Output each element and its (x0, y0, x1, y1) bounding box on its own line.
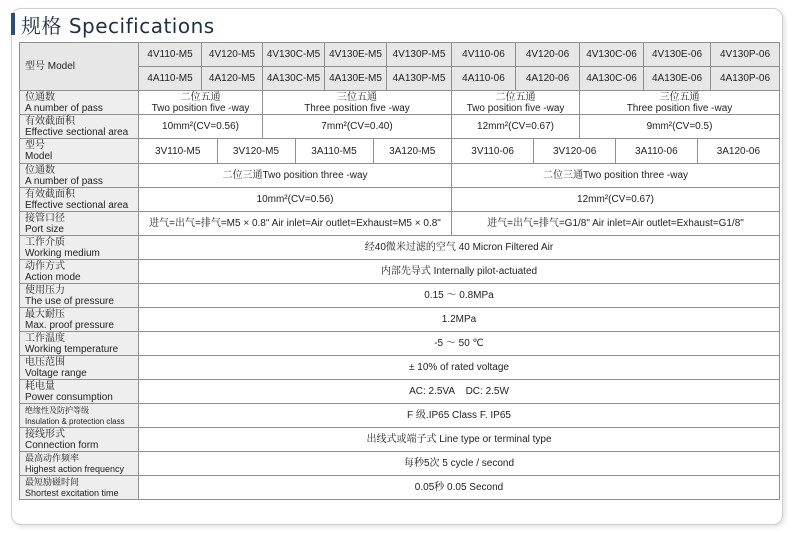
label-en: Max. proof pressure (25, 319, 114, 331)
pass-cell (139, 91, 263, 115)
model-cell: 4A130E-06 (644, 67, 711, 91)
area-cell: 10mm²(CV=0.56) (139, 115, 263, 139)
label-en: Power consumption (25, 391, 113, 403)
model-cell: 4A110-06 (452, 67, 516, 91)
area-cell: 7mm²(CV=0.40) (263, 115, 452, 139)
voltage-label (20, 356, 139, 380)
label-zh: 位通数 (25, 91, 55, 103)
table-row (20, 332, 780, 356)
model-cell: 4A130P-M5 (387, 67, 452, 91)
table-row (20, 452, 780, 476)
pass-en: Two position five -way (151, 102, 250, 114)
model-cell: 4V120-06 (516, 43, 580, 67)
label-en: Port size (25, 223, 64, 235)
table-row (20, 356, 780, 380)
specifications-table (19, 42, 780, 500)
table-row (20, 139, 780, 164)
table-row (20, 380, 780, 404)
label-en: Working medium (25, 247, 100, 259)
temp-label (20, 332, 139, 356)
pass-zh: 二位五通 (180, 91, 221, 103)
label-zh: 耗电量 (25, 380, 55, 392)
model2-group (139, 139, 452, 164)
area-cell: 9mm²(CV=0.5) (580, 115, 780, 139)
model-cell: 4A130C-06 (580, 67, 644, 91)
area2-cell: 10mm²(CV=0.56) (139, 188, 452, 212)
model-cell: 4V130C-M5 (263, 43, 325, 67)
proof-value: 1.2MPa (139, 308, 780, 332)
model-cell: 4V130C-06 (580, 43, 644, 67)
label-en: Model (25, 151, 53, 162)
model2-cell: 3V120-06 (534, 139, 616, 163)
table-row (20, 91, 780, 115)
port-cell: 进气=出气=排气=M5 × 0.8" Air inlet=Air outlet=Exhaust=M5 × 0.8" (139, 212, 452, 236)
pass-zh: 三位五通 (659, 91, 700, 103)
pass2-cell: 二位三通Two position three -way (452, 164, 780, 188)
medium-value: 经40微米过滤的空气 40 Micron Filtered Air (139, 236, 780, 260)
label-zh: 电压范围 (25, 356, 65, 368)
proof-label (20, 308, 139, 332)
model-cell: 4A120-M5 (202, 67, 263, 91)
table-row (20, 164, 780, 188)
table-row (20, 260, 780, 284)
model2-group (452, 139, 780, 164)
action-label (20, 260, 139, 284)
pass-label (20, 91, 139, 115)
table-row (20, 284, 780, 308)
table-row (20, 236, 780, 260)
model2-cell: 3A120-06 (697, 139, 779, 163)
label-en: Voltage range (25, 367, 87, 379)
model-cell: 4V130E-M5 (325, 43, 387, 67)
pass-en: Three position five -way (304, 102, 410, 114)
label-zh: 有效截面积 (25, 188, 75, 200)
label-en: The use of pressure (25, 295, 114, 307)
area-cell: 12mm²(CV=0.67) (452, 115, 580, 139)
model-cell: 4V120-M5 (202, 43, 263, 67)
model-cell: 4V130E-06 (644, 43, 711, 67)
pass-cell (263, 91, 452, 115)
pass2-label (20, 164, 139, 188)
spec-heading (11, 8, 215, 40)
label-en: A number of pass (25, 175, 103, 187)
label-zh: 工作温度 (25, 332, 65, 344)
label-zh: 最大耐压 (25, 308, 65, 320)
frequency-value: 每秒5次 5 cycle / second (139, 452, 780, 476)
label-en: Effective sectional area (25, 126, 129, 138)
model-cell: 4A130P-06 (711, 67, 780, 91)
frequency-label (20, 452, 139, 476)
label-en: Insulation & protection class (25, 416, 125, 426)
model2-cell: 3A110-M5 (295, 139, 373, 163)
table-row (20, 476, 780, 500)
table-row (20, 308, 780, 332)
excitation-value: 0.05秒 0.05 Second (139, 476, 780, 500)
table-row (20, 404, 780, 428)
model-cell: 4A130E-M5 (325, 67, 387, 91)
insulation-label (20, 404, 139, 428)
model2-cell: 3A110-06 (616, 139, 698, 163)
label-zh: 最高动作频率 (25, 452, 80, 463)
insulation-value: F 级.IP65 Class F. IP65 (139, 404, 780, 428)
power-value: AC: 2.5VA DC: 2.5W (139, 380, 780, 404)
table-row (20, 115, 780, 139)
label-en: Action mode (25, 271, 81, 283)
table-row (20, 428, 780, 452)
label-zh: 工作介质 (25, 236, 65, 248)
area2-cell: 12mm²(CV=0.67) (452, 188, 780, 212)
connection-value: 出线式或端子式 Line type or terminal type (139, 428, 780, 452)
table-row (20, 43, 780, 67)
model2-label (20, 139, 139, 164)
label-zh: 接线形式 (25, 428, 65, 440)
model-cell: 4A130C-M5 (263, 67, 325, 91)
port-cell: 进气=出气=排气=G1/8" Air inlet=Air outlet=Exhaust=G1/8" (452, 212, 780, 236)
label-zh: 有效截面积 (25, 115, 75, 127)
voltage-value: ± 10% of rated voltage (139, 356, 780, 380)
pass-en: Two position five -way (466, 102, 565, 114)
page-title: 规格 Specifications (21, 13, 215, 38)
table-row (20, 188, 780, 212)
model-cell: 4V110-M5 (139, 43, 202, 67)
pass-cell (580, 91, 780, 115)
label-zh: 最短励磁时间 (25, 476, 80, 487)
label-en: Effective sectional area (25, 199, 129, 211)
model-cell: 4V130P-06 (711, 43, 780, 67)
label-en: Highest action frequency (25, 463, 125, 474)
model-cell: 4A120-06 (516, 67, 580, 91)
label-zh: 位通数 (25, 164, 55, 176)
label-zh: 动作方式 (25, 260, 65, 272)
model2-cell: 3A120-M5 (373, 139, 451, 163)
temp-value: -5 ～ 50 ℃ (139, 332, 780, 356)
table-row (20, 212, 780, 236)
model2-cell: 3V110-06 (452, 139, 534, 163)
model-cell: 4V110-06 (452, 43, 516, 67)
model2-subtable (452, 139, 779, 163)
pass2-cell: 二位三通Two position three -way (139, 164, 452, 188)
model2-subtable (139, 139, 451, 163)
pressure-value: 0.15 ～ 0.8MPa (139, 284, 780, 308)
label-en: A number of pass (25, 102, 103, 114)
connection-label (20, 428, 139, 452)
action-value: 内部先导式 Internally pilot-actuated (139, 260, 780, 284)
model2-cell: 3V120-M5 (217, 139, 295, 163)
model-cell: 4A110-M5 (139, 67, 202, 91)
label-en: Shortest excitation time (25, 487, 119, 498)
area2-label (20, 188, 139, 212)
label-en: Connection form (25, 439, 99, 451)
model-cell: 4V130P-M5 (387, 43, 452, 67)
pressure-label (20, 284, 139, 308)
medium-label (20, 236, 139, 260)
label-zh: 接管口径 (25, 212, 65, 224)
area-label (20, 115, 139, 139)
label-zh: 绝缘性及防护等级 (25, 405, 89, 415)
heading-accent-bar (11, 13, 15, 35)
label-zh: 型号 (25, 140, 45, 151)
label-zh: 使用压力 (25, 284, 65, 296)
excitation-label (20, 476, 139, 500)
pass-en: Three position five -way (626, 102, 733, 114)
pass-cell (452, 91, 580, 115)
label-en: Working temperature (25, 343, 119, 355)
model2-cell: 3V110-M5 (139, 139, 217, 163)
port-label (20, 212, 139, 236)
power-label (20, 380, 139, 404)
pass-zh: 二位五通 (495, 91, 536, 103)
pass-zh: 三位五通 (337, 91, 377, 103)
model-label: 型号 Model (20, 43, 139, 91)
